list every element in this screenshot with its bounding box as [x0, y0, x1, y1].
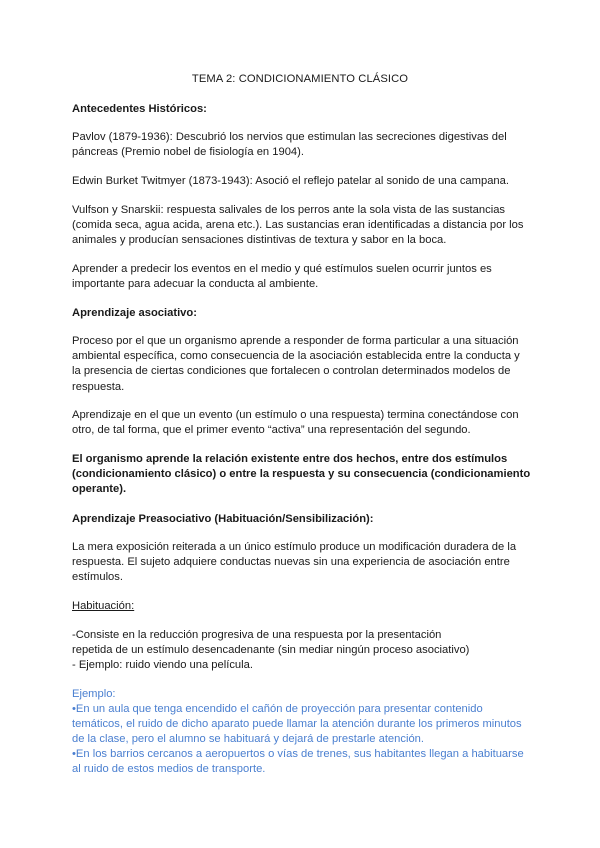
text-line: Proceso por el que un organismo aprende a responder de forma particular a una situación [72, 335, 519, 347]
paragraph-vulfson [72, 203, 532, 249]
heading-asociativo: Aprendizaje asociativo: [72, 307, 197, 319]
page-title: TEMA 2: CONDICIONAMIENTO CLÁSICO [191, 73, 409, 85]
text-line: Vulfson y Snarskii: respuesta salivales de los perros ante la sola vista de las sustancias [72, 204, 506, 216]
paragraph-aprender [72, 262, 532, 292]
list-habituacion [72, 628, 532, 674]
text-line: •En un aula que tenga encendido el cañón de proyección para presentar contenido [72, 703, 483, 715]
heading-habituacion: Habituación: [72, 600, 135, 612]
text-line: •En los barrios cercanos a aeropuertos o vías de trenes, sus habitantes llegan a habituarse [72, 748, 524, 760]
ejemplo-label: Ejemplo: [72, 688, 116, 700]
text-line: ambiental específica, como consecuencia de la asociación establecida entre la conducta y [72, 350, 520, 363]
paragraph-mera-exposicion [72, 540, 532, 586]
text-line: operante). [72, 483, 127, 496]
list-item: - Ejemplo: ruido viendo una película. [72, 659, 253, 672]
text-line: páncreas (Premio nobel de fisiología en 1904). [72, 146, 304, 159]
text-line: (condicionamiento clásico) o entre la respuesta y su consecuencia (condicionamiento [72, 468, 531, 481]
ejemplo-aula [72, 702, 532, 748]
text-line: (comida seca, agua acida, arena etc.). Las sustancias eran identificadas a distancia por los [72, 219, 524, 232]
list-item: -Consiste en la reducción progresiva de una respuesta por la presentación [72, 629, 442, 641]
text-line: animales y producían sensaciones distintivas de textura y sabor en la boca. [72, 234, 447, 247]
text-line: Aprendizaje en el que un evento (un estímulo o una respuesta) termina conectándose con [72, 409, 519, 421]
text-line: La mera exposición reiterada a un único estímulo produce un modificación duradera de la [72, 541, 517, 553]
text-line: Aprender a predecir los eventos en el medio y qué estímulos suelen ocurrir juntos es [72, 263, 492, 275]
text-line: respuesta. El sujeto adquiere conductas nuevas sin una experiencia de asociación entre [72, 556, 510, 569]
text-line: la presencia de ciertas condiciones que fortalecen o controlan determinados modelos de [72, 365, 511, 378]
text-line: El organismo aprende la relación existente entre dos hechos, entre dos estímulos [72, 453, 508, 465]
paragraph-proceso [72, 334, 532, 395]
text-line: importante para adecuar la conducta al ambiente. [72, 278, 319, 291]
text-line: Pavlov (1879-1936): Descubrió los nervios que estimulan las secreciones digestivas del [72, 131, 507, 143]
paragraph-twitmyer: Edwin Burket Twitmyer (1873-1943): Asoció el reflejo patelar al sonido de una campana. [72, 175, 509, 187]
paragraph-organismo [72, 452, 532, 498]
heading-preasociativo: Aprendizaje Preasociativo (Habituación/Sensibilización): [72, 513, 374, 525]
text-line: otro, de tal forma, que el primer evento “activa” una representación del segundo. [72, 424, 471, 437]
heading-antecedentes: Antecedentes Históricos: [72, 103, 207, 115]
text-line: respuesta. [72, 380, 125, 393]
paragraph-aprendizaje-evento [72, 408, 532, 438]
text-line: estímulos. [72, 571, 123, 584]
ejemplo-barrios [72, 747, 532, 777]
text-line: al ruido de estos medios de transporte. [72, 763, 266, 776]
text-line: de la clase, pero el alumno se habituará y dejará de prestarle atención. [72, 733, 425, 746]
text-line: temáticos, el ruido de dicho aparato puede llamar la atención durante los primeros minutos [72, 718, 522, 731]
paragraph-pavlov [72, 130, 532, 160]
list-item: repetida de un estímulo desencadenante (sin mediar ningún proceso asociativo) [72, 644, 470, 657]
